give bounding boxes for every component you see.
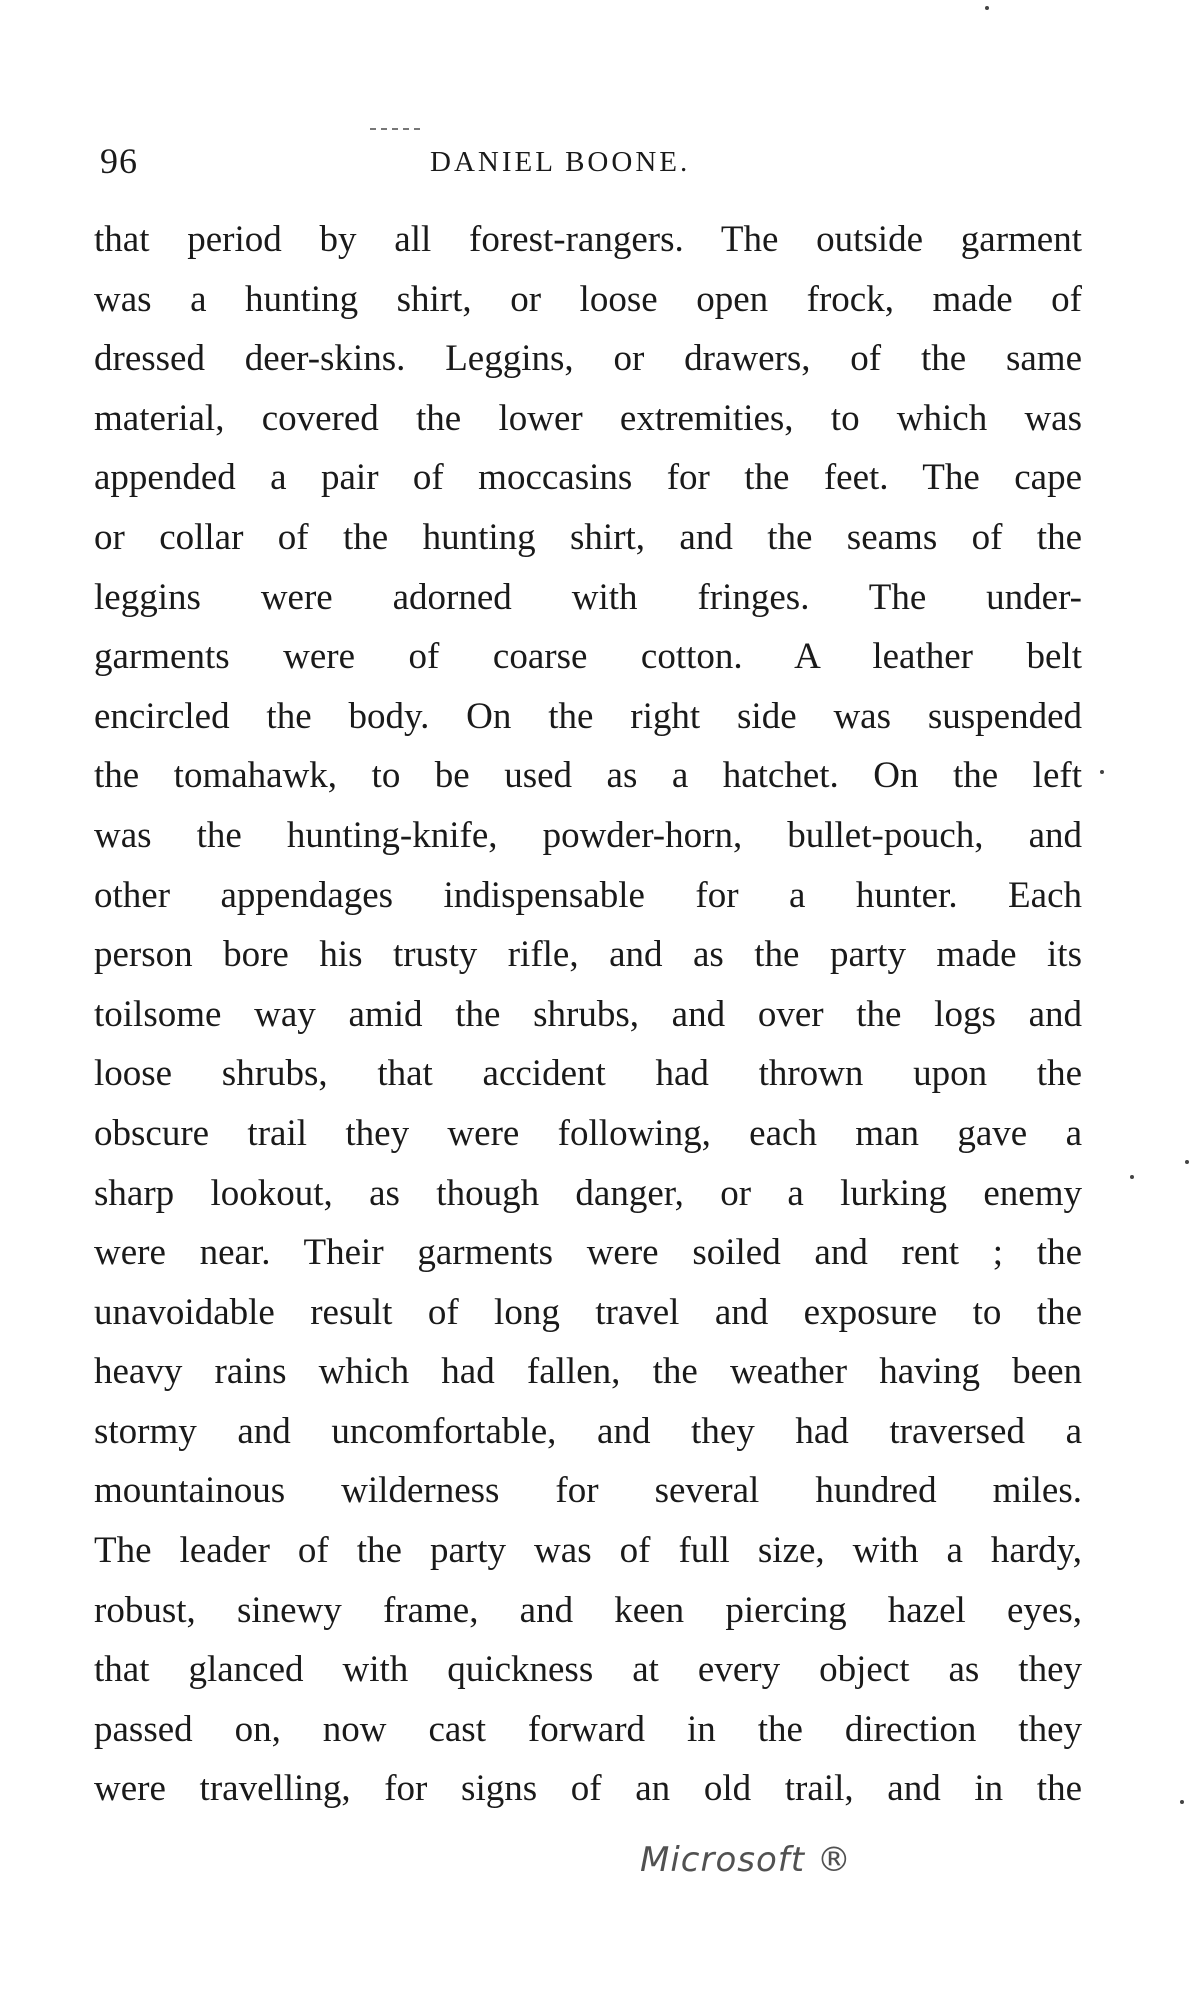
page-header (100, 140, 1080, 190)
text-line: The leader of the party was of full size, with a hardy, (94, 1530, 1082, 1572)
body-text (94, 210, 1082, 1819)
text-line: robust, sinewy frame, and keen piercing hazel eyes, (94, 1589, 1082, 1631)
scan-speck (1100, 770, 1104, 774)
text-line: loose shrubs, that accident had thrown upon the (94, 1053, 1082, 1095)
text-line: the tomahawk, to be used as a hatchet. On the left (94, 755, 1082, 797)
text-line: person bore his trusty rifle, and as the party made its (94, 934, 1082, 976)
text-line: were near. Their garments were soiled and rent ; the (94, 1232, 1082, 1274)
text-line: that glanced with quickness at every object as they (94, 1649, 1082, 1691)
text-line: unavoidable result of long travel and exposure to the (94, 1291, 1082, 1333)
text-line: obscure trail they were following, each man gave a (94, 1112, 1082, 1154)
text-line: that period by all forest-rangers. The outside garment (94, 219, 1082, 260)
scan-speck (1130, 1175, 1134, 1179)
text-line: dressed deer-skins. Leggins, or drawers, of the same (94, 338, 1082, 380)
text-line: other appendages indispensable for a hunter. Each (94, 874, 1082, 916)
scan-speck (1180, 1800, 1184, 1804)
text-line: were travelling, for signs of an old trail, and in the (94, 1768, 1082, 1810)
text-line: appended a pair of moccasins for the feet. The cape (94, 457, 1082, 499)
text-line: stormy and uncomfortable, and they had traversed a (94, 1410, 1082, 1452)
text-line: garments were of coarse cotton. A leather belt (94, 636, 1082, 678)
header-mark (370, 128, 420, 130)
scan-speck (985, 6, 989, 10)
text-line: was the hunting-knife, powder-horn, bullet-pouch, and (94, 814, 1082, 856)
text-line: leggins were adorned with fringes. The under- (94, 576, 1082, 618)
running-head: DANIEL BOONE. (430, 146, 691, 178)
text-line: mountainous wilderness for several hundred miles. (94, 1470, 1082, 1512)
text-line: or collar of the hunting shirt, and the seams of the (94, 516, 1082, 558)
text-line: was a hunting shirt, or loose open frock, made of (94, 278, 1082, 320)
page-number: 96 (100, 141, 138, 181)
text-line: toilsome way amid the shrubs, and over the logs and (94, 993, 1082, 1035)
scan-speck (1185, 1160, 1189, 1164)
digitization-watermark: Microsoft ® (640, 1840, 852, 1880)
text-line: material, covered the lower extremities, to which was (94, 397, 1082, 439)
text-line: encircled the body. On the right side was suspended (94, 695, 1082, 737)
text-line: heavy rains which had fallen, the weather having been (94, 1351, 1082, 1393)
text-line: passed on, now cast forward in the direction they (94, 1708, 1082, 1750)
text-line: sharp lookout, as though danger, or a lurking enemy (94, 1172, 1082, 1214)
